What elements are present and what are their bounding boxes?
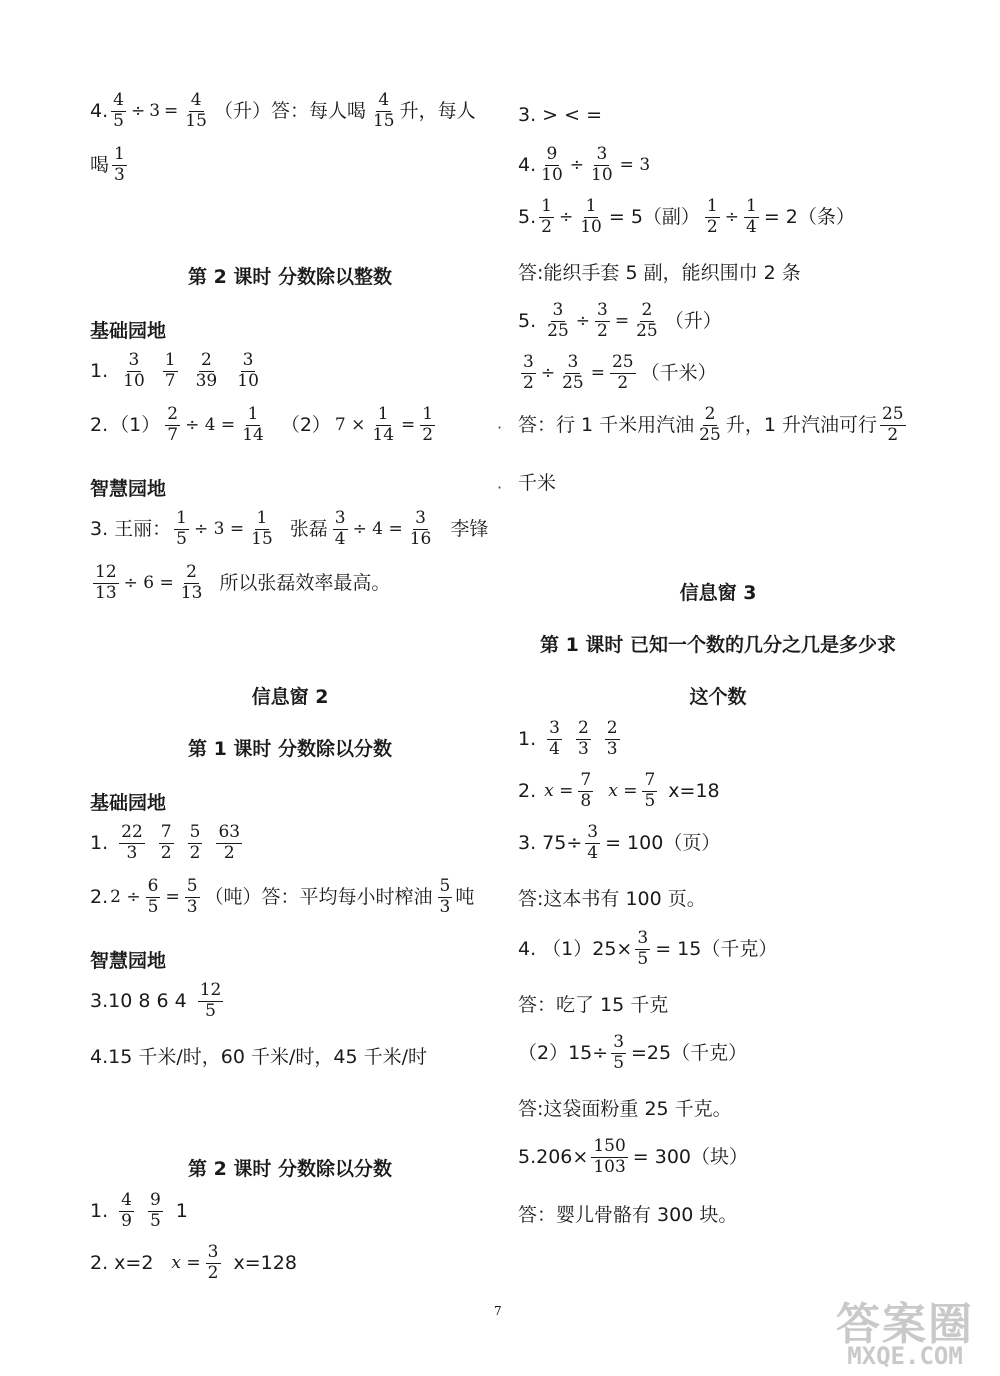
fraction: $\frac{3}{2}$ — [597, 300, 608, 341]
lesson-heading: 第 1 课时 分数除以分数 — [187, 738, 393, 760]
window-heading: 信息窗 3 — [679, 582, 757, 604]
answer-3-cont: $\frac{12}{13}$ ÷ 6 = $\frac{2}{13}$ 所以张磊效率最高。 — [95, 562, 391, 603]
fraction: $\frac{4}{15}$ — [372, 90, 395, 131]
fraction: $\frac{7}{8}$ — [580, 770, 592, 811]
answer-2: 2. x=2 x = $\frac{3}{2}$ x=128 — [90, 1242, 297, 1283]
answer-5b-cont: $\frac{3}{2}$ ÷ $\frac{3}{25}$ = $\frac{25}{2}$ （千米） — [523, 352, 717, 393]
fraction: $\frac{1}{5}$ — [176, 508, 187, 549]
watermark-url: MXQE.COM — [847, 1342, 963, 1370]
fraction: $\frac{1}{2}$ — [422, 404, 434, 445]
fraction: $\frac{3}{4}$ — [549, 718, 560, 759]
fraction: $\frac{4}{9}$ — [121, 1190, 132, 1231]
answer-2: 2. 2 ÷ $\frac{6}{5}$ = $\frac{5}{3}$ （吨）答：平均每小时榨油 $\frac{5}{3}$ 吨 — [90, 876, 475, 917]
fraction: $\frac{3}{25}$ — [562, 352, 584, 393]
answer-3: 3.10 8 6 4 $\frac{12}{5}$ — [90, 980, 222, 1021]
fraction: $\frac{1}{7}$ — [164, 350, 176, 391]
fraction: $\frac{2}{25}$ — [699, 404, 721, 445]
answer-4b: （2）15÷ $\frac{3}{5}$ =25（千克） — [518, 1032, 748, 1073]
fraction: $\frac{3}{4}$ — [587, 822, 599, 863]
scan-mark: · — [497, 478, 503, 497]
fraction: $\frac{3}{16}$ — [409, 508, 432, 549]
answer-5-text: 答：婴儿骨骼有 300 块。 — [518, 1204, 738, 1226]
scan-mark: · — [497, 418, 503, 437]
answer-3: 3. 75÷ $\frac{3}{4}$ = 100（页） — [518, 822, 721, 863]
fraction: $\frac{7}{2}$ — [160, 822, 172, 863]
lesson-heading: 第 1 课时 已知一个数的几分之几是多少求 — [539, 634, 897, 656]
fraction: $\frac{1}{4}$ — [746, 196, 757, 237]
answer-5-text: 答:能织手套 5 副，能织围巾 2 条 — [518, 262, 801, 284]
fraction: $\frac{1}{14}$ — [242, 404, 264, 445]
fraction: $\frac{1}{2}$ — [541, 196, 552, 237]
answer-1: 1. $\frac{4}{9}$ $\frac{9}{5}$ 1 — [90, 1190, 188, 1231]
answer-4: 4.15 千米/时，60 千米/时，45 千米/时 — [90, 1046, 427, 1068]
answer-5b-text: 答：行 1 千米用汽油 $\frac{2}{25}$ 升，1 升汽油可行 $\frac{25}{2}$ — [518, 404, 904, 445]
section-heading: 智慧园地 — [90, 950, 167, 972]
fraction: $\frac{4}{5}$ — [113, 90, 124, 131]
fraction: $\frac{3}{2}$ — [523, 352, 534, 393]
fraction: $\frac{3}{10}$ — [591, 144, 613, 185]
page-number: 7 — [494, 1304, 502, 1318]
answer-5b: 5. $\frac{3}{25}$ ÷ $\frac{3}{2}$ = $\frac{2}{25}$ （升） — [518, 300, 722, 341]
answer-2: 2. （1） $\frac{2}{7}$ ÷ 4 = $\frac{1}{14}$ （2） 7 × $\frac{1}{14}$ = $\frac{1}{2}$ — [90, 404, 434, 445]
fraction: $\frac{1}{2}$ — [706, 196, 718, 237]
section-heading: 智慧园地 — [90, 478, 167, 500]
fraction: $\frac{2}{3}$ — [606, 718, 618, 759]
section-heading: 基础园地 — [90, 792, 167, 814]
answer-4-cont: 喝 $\frac{1}{3}$ — [90, 144, 125, 185]
answer-3: 3. 王丽： $\frac{1}{5}$ ÷ 3 = $\frac{1}{15}$ 张磊 $\frac{3}{4}$ ÷ 4 = $\frac{3}{16}$ 李锋 — [90, 508, 489, 549]
lesson-heading-cont: 这个数 — [689, 686, 747, 708]
fraction: $\frac{3}{2}$ — [207, 1242, 219, 1283]
fraction: $\frac{9}{10}$ — [541, 144, 563, 185]
fraction: $\frac{3}{5}$ — [613, 1032, 625, 1073]
fraction: $\frac{3}{4}$ — [334, 508, 346, 549]
answer-5: 5.206× $\frac{150}{103}$ = 300（块） — [518, 1136, 749, 1177]
answer-1: 1. $\frac{3}{4}$ $\frac{2}{3}$ $\frac{2}{3}$ — [518, 718, 618, 759]
fraction: $\frac{3}{25}$ — [547, 300, 569, 341]
fraction: $\frac{4}{15}$ — [185, 90, 207, 131]
fraction: $\frac{9}{5}$ — [149, 1190, 161, 1231]
fraction: $\frac{5}{3}$ — [186, 876, 198, 917]
fraction: $\frac{1}{10}$ — [580, 196, 602, 237]
fraction: $\frac{2}{3}$ — [577, 718, 589, 759]
fraction: $\frac{3}{10}$ — [123, 350, 145, 391]
fraction: $\frac{6}{5}$ — [147, 876, 159, 917]
fraction: $\frac{22}{3}$ — [121, 822, 143, 863]
fraction: $\frac{1}{15}$ — [251, 508, 273, 549]
answer-1: 1. $\frac{22}{3}$ $\frac{7}{2}$ $\frac{5}{2}$ $\frac{63}{2}$ — [90, 822, 241, 863]
fraction: $\frac{1}{3}$ — [114, 144, 125, 185]
answer-5: 5. $\frac{1}{2}$ ÷ $\frac{1}{10}$ = 5（副） $\frac{1}{2}$ ÷ $\frac{1}{4}$ = 2（条） — [518, 196, 855, 237]
fraction: $\frac{3}{10}$ — [237, 350, 259, 391]
fraction: $\frac{2}{39}$ — [195, 350, 218, 391]
fraction: $\frac{1}{14}$ — [372, 404, 395, 445]
fraction: $\frac{12}{13}$ — [95, 562, 117, 603]
fraction: $\frac{7}{5}$ — [644, 770, 656, 811]
answer-3-text: 答:这本书有 100 页。 — [518, 888, 706, 910]
answer-3: 3. > < = — [518, 104, 603, 126]
lesson-heading: 第 2 课时 分数除以整数 — [187, 266, 393, 288]
answer-2: 2. x = $\frac{7}{8}$ x = $\frac{7}{5}$ x=18 — [518, 770, 720, 811]
answer-4-text: 答：吃了 15 千克 — [518, 994, 669, 1016]
fraction: $\frac{5}{3}$ — [439, 876, 451, 917]
watermark-logo — [812, 1288, 998, 1374]
answer-5b-text-cont: 千米 — [518, 472, 557, 494]
fraction: $\frac{5}{2}$ — [189, 822, 201, 863]
fraction: $\frac{3}{5}$ — [637, 928, 649, 969]
answer-4b-text: 答:这袋面粉重 25 千克。 — [518, 1098, 732, 1120]
fraction: $\frac{25}{2}$ — [881, 404, 904, 445]
section-heading: 基础园地 — [90, 320, 167, 342]
answer-1: 1. $\frac{3}{10}$ $\frac{1}{7}$ $\frac{2}{39}$ $\frac{3}{10}$ — [90, 350, 259, 391]
answer-4: 4. $\frac{9}{10}$ ÷ $\frac{3}{10}$ = 3 — [518, 144, 651, 185]
answer-4: 4. $\frac{4}{5}$ ÷ 3 = $\frac{4}{15}$ （升）答：每人喝 $\frac{4}{15}$ 升，每人 — [90, 90, 476, 131]
answer-4: 4. （1）25× $\frac{3}{5}$ = 15（千克） — [518, 928, 778, 969]
fraction: $\frac{2}{7}$ — [167, 404, 179, 445]
watermark-title: 答案圈 — [836, 1299, 974, 1350]
fraction: $\frac{2}{13}$ — [180, 562, 203, 603]
fraction: $\frac{150}{103}$ — [593, 1136, 626, 1177]
fraction: $\frac{2}{25}$ — [636, 300, 658, 341]
lesson-heading: 第 2 课时 分数除以分数 — [187, 1158, 393, 1180]
fraction: $\frac{25}{2}$ — [611, 352, 634, 393]
fraction: $\frac{12}{5}$ — [199, 980, 222, 1021]
fraction: $\frac{63}{2}$ — [218, 822, 241, 863]
window-heading: 信息窗 2 — [251, 686, 329, 708]
